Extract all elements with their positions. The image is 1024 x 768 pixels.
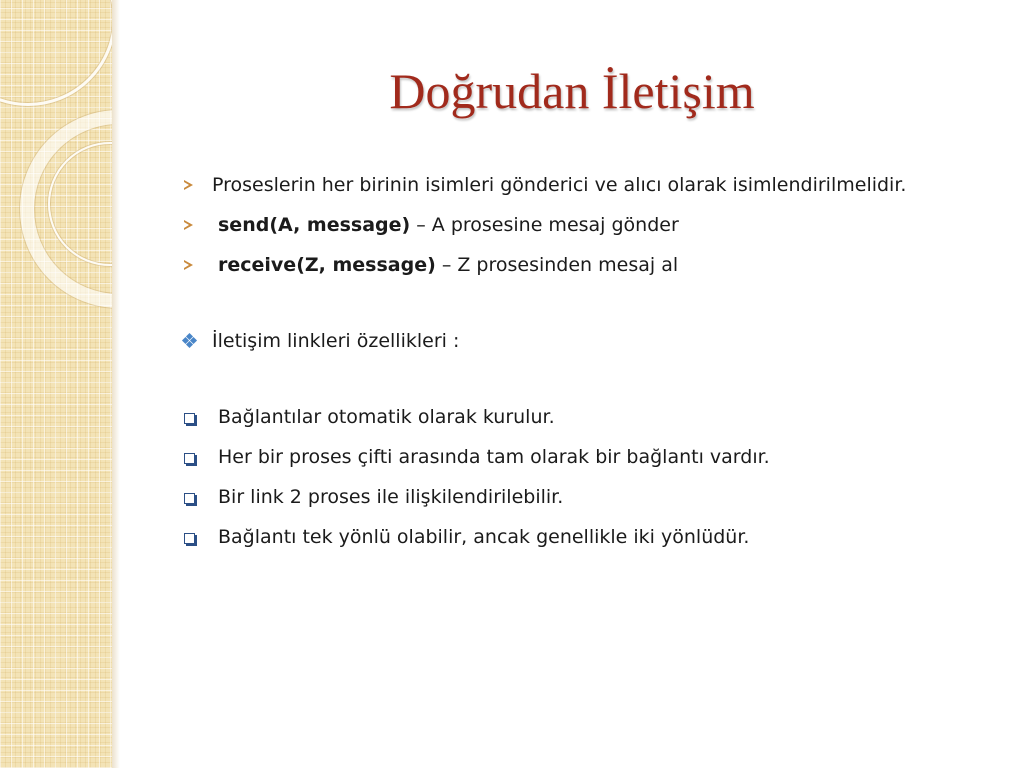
bullet-item bbox=[180, 402, 1000, 442]
checkbox-bullet-icon bbox=[180, 522, 202, 552]
arrow-bullet-icon bbox=[180, 210, 202, 240]
slide-title: Doğrudan İletişim bbox=[389, 63, 755, 119]
bullet-text: Bir link 2 proses ile ilişkilendirilebilir. bbox=[218, 486, 564, 508]
decorative-ring-icon bbox=[0, 0, 112, 106]
arrow-bullet-icon bbox=[180, 250, 202, 280]
bullet-bold-text: send(A, message) bbox=[218, 214, 411, 236]
slide-body bbox=[180, 170, 1000, 562]
sidebar-shadow bbox=[112, 0, 120, 768]
bullet-text: – A prosesine mesaj gönder bbox=[410, 214, 679, 236]
bullet-text: Proseslerin her birinin isimleri gönderici ve alıcı olarak isimlendirilmelidir. bbox=[212, 174, 907, 196]
checkbox-bullet-icon bbox=[180, 402, 202, 432]
bullet-bold-text: receive(Z, message) bbox=[218, 254, 436, 276]
bullet-text: Her bir proses çifti arasında tam olarak bir bağlantı vardır. bbox=[218, 446, 770, 468]
checkbox-bullet-icon bbox=[180, 482, 202, 512]
bullet-text: Bağlantı tek yönlü olabilir, ancak genellikle iki yönlüdür. bbox=[218, 526, 750, 548]
bullet-text: Bağlantılar otomatik olarak kurulur. bbox=[218, 406, 555, 428]
bullet-item bbox=[180, 250, 1000, 290]
bullet-item bbox=[180, 482, 1000, 522]
bullet-item bbox=[180, 326, 1000, 366]
diamond-bullet-icon bbox=[180, 326, 202, 356]
arrow-bullet-icon bbox=[180, 170, 202, 200]
checkbox-bullet-icon bbox=[180, 442, 202, 472]
bullet-text: – Z prosesinden mesaj al bbox=[435, 254, 679, 276]
bullet-text: İletişim linkleri özellikleri : bbox=[212, 330, 460, 352]
bullet-item bbox=[180, 442, 1000, 482]
bullet-item bbox=[180, 522, 1000, 562]
bullet-item bbox=[180, 210, 1000, 250]
bullet-item bbox=[180, 170, 1000, 210]
decorative-sidebar bbox=[0, 0, 112, 768]
